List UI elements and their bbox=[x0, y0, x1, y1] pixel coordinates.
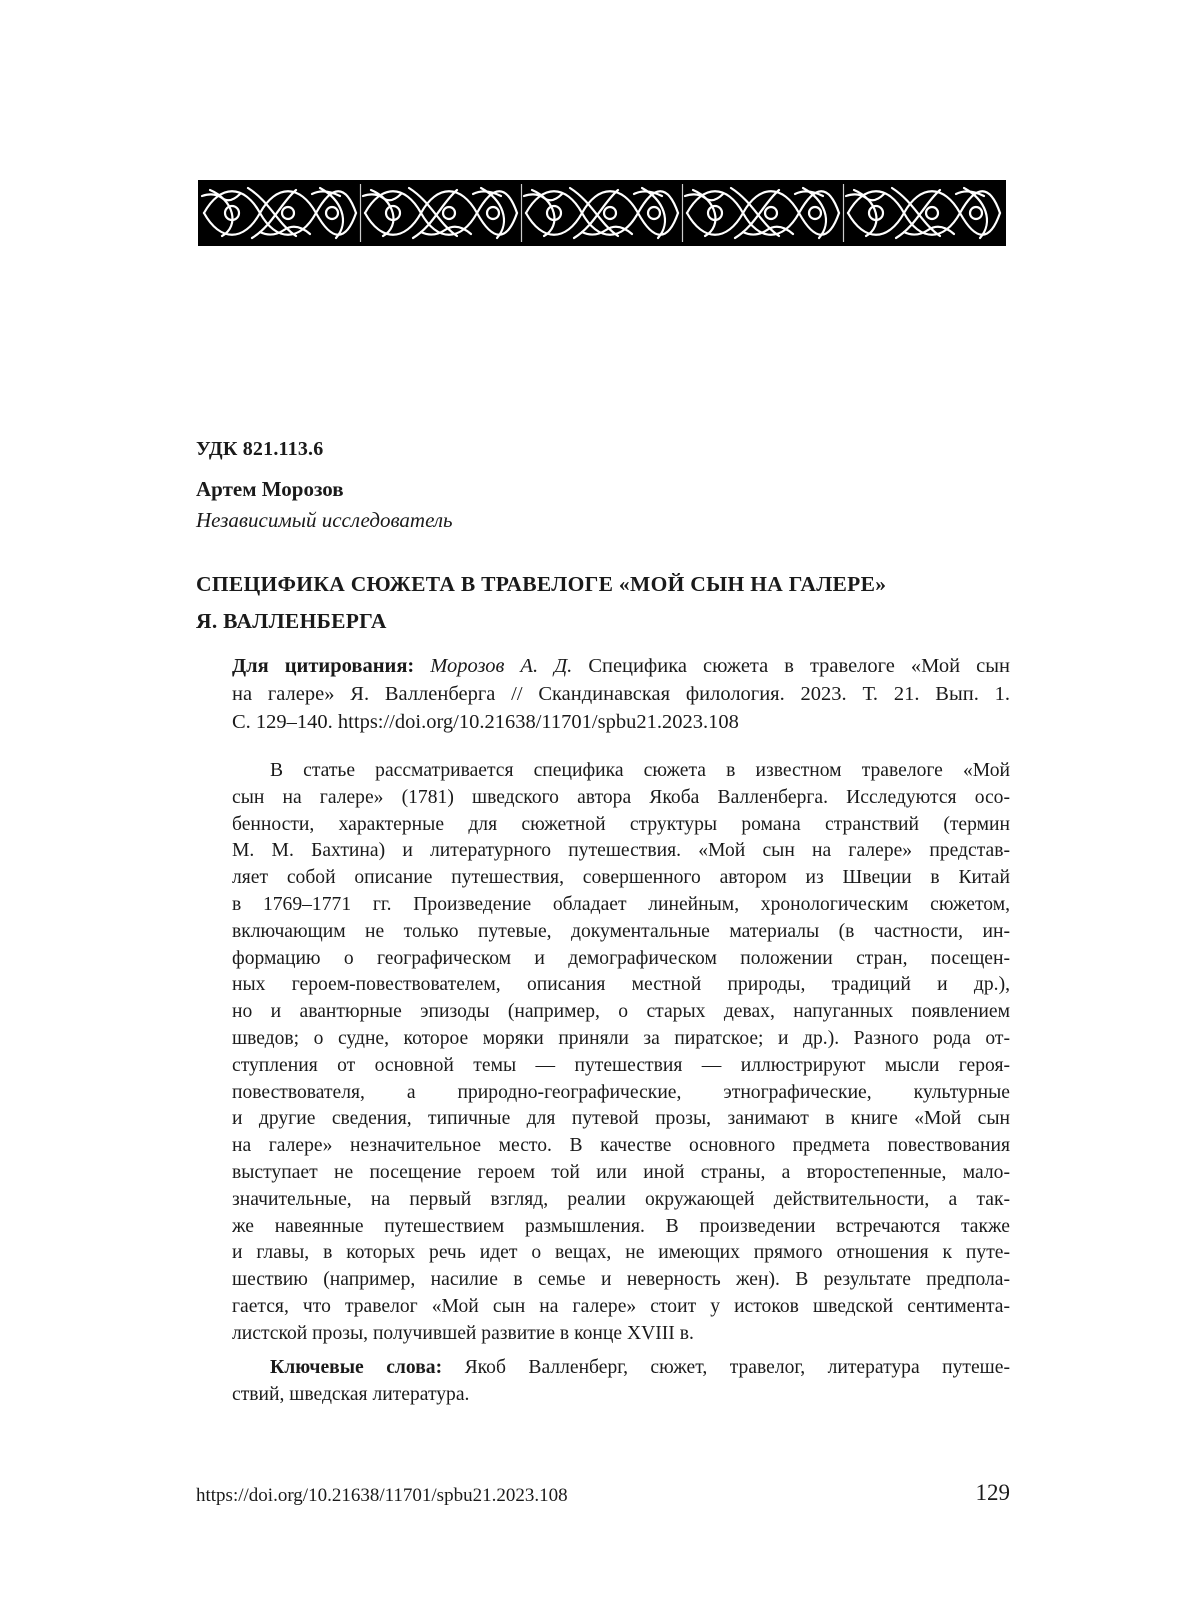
citation-line: С. 129–140. https://doi.org/10.21638/11701/spbu21.2023.108 bbox=[232, 711, 739, 733]
author-name: Артем Морозов bbox=[196, 477, 344, 501]
abstract-line: бенности, характерные для сюжетной структуры романа странствий (термин bbox=[232, 813, 1010, 835]
abstract-line: на галере» незначительное место. В качестве основного предмета повествования bbox=[232, 1135, 1010, 1157]
article-title-line: Я. ВАЛЛЕНБЕРГА bbox=[196, 609, 387, 633]
abstract-line: же навеянные путешествием размышления. В произведении встречаются также bbox=[232, 1215, 1010, 1237]
citation-line: на галере» Я. Валленберга // Скандинавская филология. 2023. Т. 21. Вып. 1. bbox=[232, 683, 1010, 705]
abstract-line: формацию о географическом и демографическом положении стран, посещен- bbox=[232, 947, 1010, 969]
abstract-line: и главы, в которых речь идет о вещах, не имеющих прямого отношения к путе- bbox=[232, 1242, 1010, 1264]
article-title bbox=[196, 566, 1016, 640]
citation-block bbox=[232, 652, 1010, 736]
abstract-line: но и авантюрные эпизоды (например, о старых девах, напуганных появлением bbox=[232, 1001, 1010, 1023]
abstract-line: ных героем-повествователем, описания местной природы, традиций и др.), bbox=[232, 974, 1010, 996]
celtic-knotwork-ornament-icon bbox=[198, 180, 1006, 246]
footer-doi-link[interactable]: https://doi.org/10.21638/11701/spbu21.2023.108 bbox=[196, 1485, 568, 1506]
abstract-line: гается, что травелог «Мой сын на галере» стоит у истоков шведской сентимента- bbox=[232, 1295, 1010, 1317]
keywords-block bbox=[232, 1355, 1010, 1409]
abstract-line: ляет собой описание путешествия, совершенного автором из Швеции в Китай bbox=[232, 867, 1010, 889]
citation-label: Для цитирования: bbox=[232, 655, 415, 677]
citation-author: Морозов А. Д. bbox=[430, 655, 573, 677]
page-number: 129 bbox=[975, 1480, 1010, 1505]
keywords-line bbox=[232, 1355, 1010, 1382]
abstract-line: выступает не посещение героем той или иной страны, а второстепенные, мало- bbox=[232, 1161, 1010, 1183]
abstract-line: шведов; о судне, которое моряки приняли за пиратское; и др.). Разного рода от- bbox=[232, 1027, 1010, 1049]
udk-code: УДК 821.113.6 bbox=[196, 438, 324, 460]
abstract-line: значительные, на первый взгляд, реалии окружающей действительности, а так- bbox=[232, 1188, 1010, 1210]
abstract-line: включающим не только путевые, документальные материалы (в частности, ин- bbox=[232, 920, 1010, 942]
keywords-label: Ключевые слова: bbox=[270, 1357, 443, 1378]
abstract-line: В статье рассматривается специфика сюжета в известном травелоге «Мой bbox=[270, 760, 1010, 781]
abstract-line: листской прозы, получившей развитие в конце XVIII в. bbox=[232, 1322, 694, 1344]
abstract bbox=[232, 758, 1010, 1348]
abstract-line: шествию (например, насилие в семье и неверность жен). В результате предпола- bbox=[232, 1269, 1010, 1291]
keywords-line: ствий, шведская литература. bbox=[232, 1383, 470, 1405]
abstract-line: ступления от основной темы — путешествия — иллюстрируют мысли героя- bbox=[232, 1054, 1010, 1076]
keywords-text: Якоб Валленберг, сюжет, травелог, литература путеше- bbox=[464, 1357, 1010, 1378]
abstract-line: М. М. Бахтина) и литературного путешествия. «Мой сын на галере» представ- bbox=[232, 840, 1010, 862]
citation-text: Специфика сюжета в травелоге «Мой сын bbox=[588, 655, 1010, 677]
abstract-line: сын на галере» (1781) шведского автора Якоба Валленберга. Исследуются осо- bbox=[232, 786, 1010, 808]
article-title-line: СПЕЦИФИКА СЮЖЕТА В ТРАВЕЛОГЕ «МОЙ СЫН НА ГАЛЕРЕ» bbox=[196, 572, 887, 596]
author-affiliation: Независимый исследователь bbox=[196, 508, 453, 532]
abstract-line: и другие сведения, типичные для путевой прозы, занимают в книге «Мой сын bbox=[232, 1108, 1010, 1130]
abstract-line: повествователя, а природно-географические, этнографические, культурные bbox=[232, 1081, 1010, 1103]
citation-line bbox=[232, 652, 1010, 680]
abstract-line: в 1769–1771 гг. Произведение обладает линейным, хронологическим сюжетом, bbox=[232, 893, 1010, 915]
